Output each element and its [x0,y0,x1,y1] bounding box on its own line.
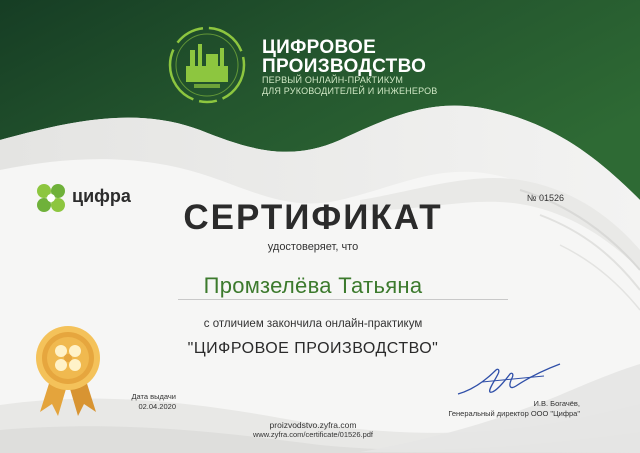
signatory-name: И.В. Богачёв, [533,399,580,408]
issue-date-value: 02.04.2020 [138,402,176,411]
site-link: proizvodstvo.zyfra.com [269,420,357,430]
name-underline [178,299,508,300]
header-subtitle [262,75,437,97]
factory-icon [166,24,248,106]
header-subtitle-line2: ДЛЯ РУКОВОДИТЕЛЕЙ И ИНЖЕНЕРОВ [262,86,438,96]
certificate-number: № 01526 [526,193,564,203]
signatory-block [400,399,580,419]
issue-date-block [100,392,176,412]
brand-name: цифра [72,186,131,206]
course-name: "ЦИФРОВОЕ ПРОИЗВОДСТВО" [187,340,439,357]
medal-icon [28,322,108,418]
signatory-position: Генеральный директор ООО "Цифра" [448,409,580,418]
header-subtitle-line1: ПЕРВЫЙ ОНЛАЙН-ПРАКТИКУМ [262,75,404,85]
certificate-title: СЕРТИФИКАТ [183,198,443,237]
recipient-name: Промзелёва Татьяна [203,273,423,298]
certificate-pdf-link: www.zyfra.com/certificate/01526.pdf [252,430,374,439]
header-title-line2: ПРОИЗВОДСТВО [262,56,427,77]
issue-date-label: Дата выдачи [131,392,176,401]
completion-text: с отличием закончила онлайн-практикум [203,318,423,330]
header-title [262,38,426,76]
certificate-subtitle: удостоверяет, что [267,241,359,253]
links-block [0,420,626,440]
signature-icon [452,360,564,400]
header-title-line1: ЦИФРОВОЕ [262,37,377,58]
